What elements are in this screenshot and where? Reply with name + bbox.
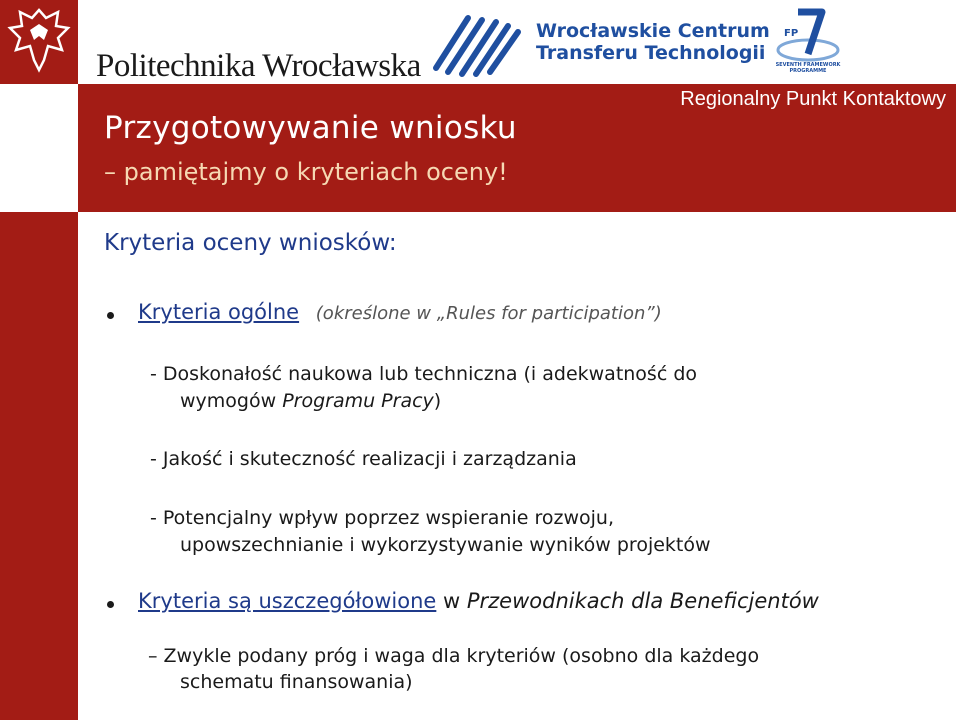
eagle-crest-icon <box>0 0 78 84</box>
section-heading: Kryteria oceny wniosków: <box>104 230 397 256</box>
bullet-detailed-criteria <box>138 589 819 613</box>
university-crest <box>0 0 78 84</box>
svg-text:FP: FP <box>784 28 799 39</box>
fp7-label <box>772 62 844 74</box>
university-name: Politechnika Wrocławska <box>96 48 421 84</box>
work-programme-text: Programu Pracy <box>282 390 434 412</box>
bullet-dot-icon <box>107 601 114 608</box>
detailed-criteria-link[interactable]: Kryteria są uszczegółowione <box>138 589 437 613</box>
excellence-line2-end: ) <box>433 390 442 412</box>
threshold-note-line2: schematu finansowania) <box>180 671 413 693</box>
left-accent-bar <box>0 212 78 720</box>
note-suffix: ) <box>654 303 662 324</box>
slide-title: Przygotowywanie wniosku <box>104 110 517 146</box>
rpk-label: Regionalny Punkt Kontaktowy <box>680 88 946 110</box>
guides-for-applicants: Przewodnikach dla Beneficjentów <box>466 589 819 613</box>
excellence-line2-start: wymogów <box>180 390 283 412</box>
bullet-dot-icon <box>107 312 114 319</box>
criterion-implementation: - Jakość i skuteczność realizacji i zarządzania <box>150 448 577 470</box>
wctt-name-line1: Wrocławskie Centrum <box>536 20 770 42</box>
wctt-name-line2: Transferu Technologii <box>536 42 766 64</box>
detailed-criteria-middle: w <box>436 589 467 613</box>
criterion-excellence-line2 <box>180 390 441 412</box>
fp7-label-line2: PROGRAMME <box>789 68 827 74</box>
general-criteria-note <box>316 303 662 324</box>
slide-subtitle: – pamiętajmy o kryteriach oceny! <box>104 158 508 186</box>
fp7-logo-icon <box>772 6 844 68</box>
criterion-excellence-line1: - Doskonałość naukowa lub techniczna (i adekwatność do <box>150 363 698 385</box>
criterion-impact-line2: upowszechnianie i wykorzystywanie wyników projektów <box>180 534 711 556</box>
general-criteria-link[interactable]: Kryteria ogólne <box>138 300 300 324</box>
note-prefix: (określone w <box>315 303 437 324</box>
wctt-stripes-icon <box>428 8 526 78</box>
threshold-note-line1: – Zwykle podany próg i waga dla kryteriów (osobno dla każdego <box>148 645 760 667</box>
note-quote: „Rules for participation” <box>436 303 655 324</box>
criterion-impact-line1: - Potencjalny wpływ poprzez wspieranie rozwoju, <box>150 507 614 529</box>
wctt-name <box>536 20 770 64</box>
bullet-general-criteria <box>138 300 662 324</box>
fp7-label-line1: SEVENTH FRAMEWORK <box>775 62 841 68</box>
